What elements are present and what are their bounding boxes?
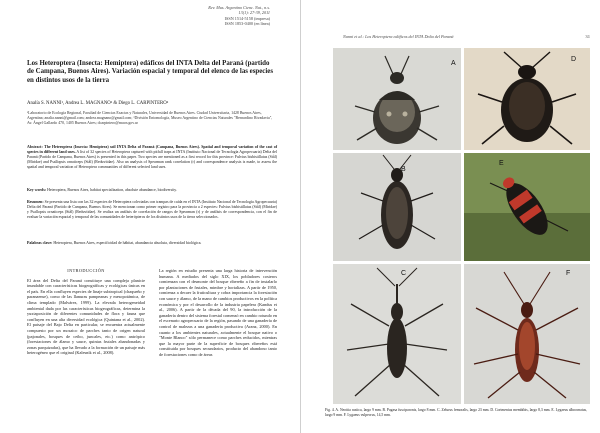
figure-caption: Fig. 4. A. Neottia rustica, largo 9 mm. B. Pagasa fusciparonis, largo 8 mm. C. Zelurus femoralis, largo 23 mm. D. Cortmenius membibis, largo 8,3 mm. E. Lygaeus alboornatus, largo 9 mm. F. Lygaeus vulpecrus, 14,5 mm. bbox=[325, 408, 587, 417]
figure-panel-b bbox=[333, 153, 461, 261]
page-number: 31 bbox=[585, 34, 590, 39]
figure-panel-a bbox=[333, 48, 461, 150]
resumen-text: Se presenta una lista con las 32 especies de Heteroptera colectadas con trampas de caída en el INTA (Instituto Nacional de Tecnología Agropecuaria) Delta del Paraná (Partido de Campana, Buenos Aires). Se mencionan como primer registro para la provincia a 2 especies: Fulvius bisbistillatus (Stål) (Miridae) y Psallopsis ornaticeps (Stål) (Reduviidae). Se realiza un análisis de correlación de rangos de Spearman (r) y de análisis de correspondencia, con el fin de evaluar la variación espacial y temporal de las comunidades de heterópteros de los distintos usos de la tierra seleccionados. bbox=[27, 200, 277, 219]
journal-volume: 13(1): 27-39, 2011 bbox=[238, 10, 270, 16]
section-heading-introduccion: INTRODUCCIÓN bbox=[67, 268, 105, 273]
journal-header bbox=[120, 5, 270, 27]
right-page bbox=[301, 0, 600, 433]
body-paragraph: El área del Delta del Paraná constituye una compleja planicie inundable con características biogeográficas y ecológicas únicas en el país. En ella confluyen especies de linaje subtropical (chaqueño y paranaense), como de las llanuras pampeanas y mesopotámica, de clima templado (Malvárez, 1999). La elevada heterogeneidad ambiental dada por las características biogeográficas, determina la yuxtaposición de diferentes comunidades de flora y fauna que confluyen en una alta diversidad ecológica (Quintana et al., 2002). El paisaje del Bajo Delta en particular, se encuentra actualmente compuesto por un mosaico de parches tanto de origen natural (pajonales, bosques de ceibo, juncales, etc.) como antrópico (forestaciones de álamo y sauce, quintas frutales abandonadas y zonas parquizadas), que ha llevado a la formación de un paisaje más heterogéneo que el original (Kalesnik et al., 2008). bbox=[27, 277, 145, 356]
figure-panel-c bbox=[333, 264, 461, 404]
article-title: Los Heteroptera (Insecta: Hemiptera) edáficos del INTA Delta del Paraná (partido de Campana, Buenos Aires). Variación espacial y temporal del elenco de las especies en distintos usos de la tierra bbox=[27, 60, 274, 84]
resumen-block bbox=[27, 200, 277, 220]
author-affiliations: ¹Laboratorio de Ecología Regional, Facultad de Ciencias Exactas y Naturales, Universidad de Buenos Aires. Ciudad Universitaria, 1428 Buenos Aires, Argentina; analia.nanni@gmail.com; andrea.magnano@gmail.com; ²División Entomología, Museo Argentino de Ciencias Naturales "Bernardino Rivadavia", Av. Ángel Gallardo 470, 1405 Buenos Aires; dcarpintero@macn.gov.ar bbox=[27, 111, 273, 125]
figure-panel-e bbox=[464, 153, 590, 261]
journal-name: Rev. Mus. Argentino Cienc. Nat., n.s. bbox=[208, 5, 270, 10]
bug-photo-f bbox=[464, 264, 590, 404]
bug-photo-d bbox=[464, 48, 590, 150]
resumen-label: Resumen: bbox=[27, 200, 44, 204]
keywords-block bbox=[27, 188, 277, 193]
panel-label-c: C bbox=[401, 270, 407, 277]
figure-panel-f bbox=[464, 264, 590, 404]
body-column-left bbox=[27, 268, 145, 356]
panel-label-d: D bbox=[571, 56, 577, 63]
abstract-text: A list of 32 species of Heteroptera captured with pitfall traps at INTA (Instituto Nacional de Tecnología Agropecuaria) Delta del Paraná (Partido de Campana, Buenos Aires) is presented in this paper. Two species are mentioned as a first record for this province: Fulvius bisbistillatus (Stål) (Miridae) and Psallopsis ornaticeps (Stål) (Reduviidae). Also an analysis of Spearman rank correlation (r) and correspondence analysis is made, to assess the spatial and temporal variation of Heteroptera communities of different selected land uses. bbox=[27, 149, 277, 169]
panel-label-e: E bbox=[499, 160, 504, 167]
keywords-text: Heteroptera, Buenos Aires, habitat specialization, absolute abundance, biodiversity. bbox=[47, 188, 177, 192]
panel-label-a: A bbox=[451, 60, 456, 67]
body-paragraph: La región en estudio presenta una larga historia de intervención humana. A mediados del siglo XIX, los pobladores costeros comienzan con el desmonte del bosque ribereño a fin de instalarlo por plantaciones de frutales, mimbre y hortalizas. A partir de 1950, comienza a decaer la fruticultura y cobra importancia la forestación con sauce y álamo, de la mano de cambios productivos en la política económica y por el desarrollo de la industria papelera (Kandus et al., 2006). A partir de la década del 90, la introducción de la ganadería dentro del sistema forestal comenzó en cambio rotundo en el escenario agropecuario de la región, pasando de una ganadería de control de malezas a una ganadería productiva (Aranz, 2000). En cuanto a los ambientes naturales, actualmente el bosque nativo o "Monte Blanco" sólo permanece como parches reducidos, mientras que la mayor parte de la superficie de bosques ribereños está constituida por bosques secundarios, producto del abandono tanto de forestaciones como de áreas bbox=[159, 268, 278, 357]
palabras-clave-label: Palabras clave: bbox=[27, 241, 53, 245]
running-head: Nanni et al.: Los Heteroptera edáficos del INTA Delta del Paraná bbox=[343, 34, 454, 39]
issn-online: ISSN 1853-0400 (en línea) bbox=[224, 21, 270, 27]
abstract-label: Abstract: bbox=[27, 145, 43, 149]
figure-panel-d bbox=[464, 48, 590, 150]
article-authors: Analía S. NANNI¹, Andrea L. MAGNANO¹ & Diego L. CARPINTERO² bbox=[27, 101, 169, 106]
panel-label-b: B bbox=[401, 166, 406, 173]
palabras-clave-block bbox=[27, 241, 277, 246]
bug-photo-e bbox=[464, 153, 590, 261]
keywords-label: Key words: bbox=[27, 188, 47, 192]
issn-print: ISSN 1514-5158 (impresa) bbox=[224, 15, 270, 21]
abstract-title: The Heteroptera (Insecta: Hemiptera) soil INTA Delta of Paraná (Campana, Buenos Aires). Spatial and temporal variation of the cast of species in different land uses. bbox=[27, 145, 277, 154]
bug-photo-b bbox=[333, 153, 461, 261]
palabras-clave-text: Heteroptera, Buenos Aires, especificidad de hábitat, abundancia absoluta, diversidad biológica. bbox=[53, 241, 202, 245]
bug-photo-a bbox=[333, 48, 461, 150]
abstract-block bbox=[27, 145, 277, 170]
bug-photo-c bbox=[333, 264, 461, 404]
body-column-right bbox=[159, 268, 277, 358]
panel-label-f: F bbox=[566, 270, 571, 277]
